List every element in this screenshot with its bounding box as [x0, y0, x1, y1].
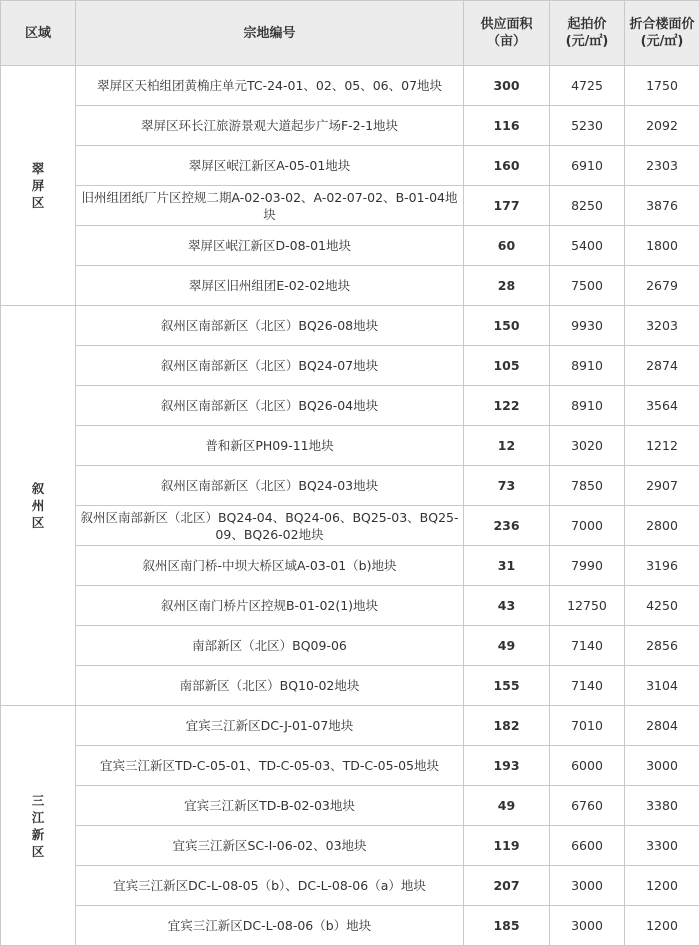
- parcel-id-cell: 南部新区（北区）BQ09-06: [76, 626, 464, 666]
- floor-price-cell: 3300: [625, 826, 699, 866]
- supply-area-cell: 119: [464, 826, 550, 866]
- start-price-cell: 5230: [550, 106, 625, 146]
- floor-price-cell: 2092: [625, 106, 699, 146]
- table-row: [1, 706, 699, 746]
- table-row: [1, 506, 699, 546]
- table-row: [1, 426, 699, 466]
- floor-price-cell: 3104: [625, 666, 699, 706]
- floor-price-cell: 4250: [625, 586, 699, 626]
- start-price-cell: 7000: [550, 506, 625, 546]
- floor-price-cell: 2907: [625, 466, 699, 506]
- floor-price-cell: 3564: [625, 386, 699, 426]
- supply-area-cell: 122: [464, 386, 550, 426]
- region-name-char: 区: [1, 194, 75, 211]
- supply-area-cell: 300: [464, 66, 550, 106]
- region-name-char: 叙: [1, 480, 75, 497]
- header-area: [464, 1, 550, 66]
- header-region: 区域: [1, 1, 76, 66]
- start-price-cell: 9930: [550, 306, 625, 346]
- header-floor-line2: (元/㎡): [625, 33, 699, 50]
- table-row: [1, 226, 699, 266]
- supply-area-cell: 150: [464, 306, 550, 346]
- region-name-char: 翠: [1, 160, 75, 177]
- parcel-id-cell: 宜宾三江新区DC-L-08-06（b）地块: [76, 906, 464, 946]
- start-price-cell: 8910: [550, 386, 625, 426]
- parcel-id-cell: 叙州区南部新区（北区）BQ24-04、BQ24-06、BQ25-03、BQ25-09、BQ26-02地块: [76, 506, 464, 546]
- start-price-cell: 4725: [550, 66, 625, 106]
- region-name-char: 新: [1, 826, 75, 843]
- parcel-id-cell: 翠屏区旧州组团E-02-02地块: [76, 266, 464, 306]
- region-cell: [1, 66, 76, 306]
- start-price-cell: 6600: [550, 826, 625, 866]
- start-price-cell: 7990: [550, 546, 625, 586]
- header-area-line1: 供应面积: [464, 16, 549, 33]
- supply-area-cell: 160: [464, 146, 550, 186]
- parcel-id-cell: 叙州区南部新区（北区）BQ26-08地块: [76, 306, 464, 346]
- start-price-cell: 7140: [550, 626, 625, 666]
- table-row: [1, 306, 699, 346]
- region-cell: [1, 706, 76, 946]
- table-row: [1, 346, 699, 386]
- region-name-char: 区: [1, 843, 75, 860]
- table-row: [1, 466, 699, 506]
- table-row: [1, 786, 699, 826]
- parcel-id-cell: 叙州区南部新区（北区）BQ26-04地块: [76, 386, 464, 426]
- supply-area-cell: 236: [464, 506, 550, 546]
- floor-price-cell: 3380: [625, 786, 699, 826]
- supply-area-cell: 177: [464, 186, 550, 226]
- start-price-cell: 8910: [550, 346, 625, 386]
- supply-area-cell: 60: [464, 226, 550, 266]
- supply-area-cell: 182: [464, 706, 550, 746]
- header-floor-line1: 折合楼面价: [625, 16, 699, 33]
- parcel-id-cell: 宜宾三江新区TD-B-02-03地块: [76, 786, 464, 826]
- start-price-cell: 3000: [550, 906, 625, 946]
- region-cell: [1, 306, 76, 706]
- supply-area-cell: 185: [464, 906, 550, 946]
- region-name-char: 区: [1, 514, 75, 531]
- table-row: [1, 266, 699, 306]
- table-row: [1, 746, 699, 786]
- floor-price-cell: 2874: [625, 346, 699, 386]
- floor-price-cell: 1800: [625, 226, 699, 266]
- supply-area-cell: 43: [464, 586, 550, 626]
- region-name-char: 三: [1, 792, 75, 809]
- header-row: [1, 1, 699, 66]
- table-row: [1, 586, 699, 626]
- floor-price-cell: 2804: [625, 706, 699, 746]
- parcel-id-cell: 旧州组团纸厂片区控规二期A-02-03-02、A-02-07-02、B-01-04地块: [76, 186, 464, 226]
- supply-area-cell: 105: [464, 346, 550, 386]
- header-start-price: [550, 1, 625, 66]
- floor-price-cell: 1750: [625, 66, 699, 106]
- supply-area-cell: 193: [464, 746, 550, 786]
- floor-price-cell: 2679: [625, 266, 699, 306]
- parcel-id-cell: 翠屏区岷江新区D-08-01地块: [76, 226, 464, 266]
- parcel-id-cell: 翠屏区岷江新区A-05-01地块: [76, 146, 464, 186]
- parcel-id-cell: 宜宾三江新区DC-L-08-05（b）、DC-L-08-06（a）地块: [76, 866, 464, 906]
- parcel-id-cell: 叙州区南部新区（北区）BQ24-03地块: [76, 466, 464, 506]
- table-row: [1, 826, 699, 866]
- parcel-id-cell: 叙州区南部新区（北区）BQ24-07地块: [76, 346, 464, 386]
- supply-area-cell: 12: [464, 426, 550, 466]
- table-row: [1, 626, 699, 666]
- parcel-id-cell: 宜宾三江新区SC-I-06-02、03地块: [76, 826, 464, 866]
- parcel-id-cell: 翠屏区天柏组团黄桷庄单元TC-24-01、02、05、06、07地块: [76, 66, 464, 106]
- region-name-char: 州: [1, 497, 75, 514]
- floor-price-cell: 3000: [625, 746, 699, 786]
- floor-price-cell: 1200: [625, 906, 699, 946]
- supply-area-cell: 49: [464, 786, 550, 826]
- start-price-cell: 3000: [550, 866, 625, 906]
- supply-area-cell: 49: [464, 626, 550, 666]
- start-price-cell: 12750: [550, 586, 625, 626]
- header-start-line2: (元/㎡): [550, 33, 624, 50]
- floor-price-cell: 1200: [625, 866, 699, 906]
- start-price-cell: 6760: [550, 786, 625, 826]
- parcel-id-cell: 宜宾三江新区DC-J-01-07地块: [76, 706, 464, 746]
- start-price-cell: 7500: [550, 266, 625, 306]
- table-row: [1, 66, 699, 106]
- floor-price-cell: 2800: [625, 506, 699, 546]
- floor-price-cell: 3196: [625, 546, 699, 586]
- start-price-cell: 8250: [550, 186, 625, 226]
- table-row: [1, 546, 699, 586]
- header-parcel: 宗地编号: [76, 1, 464, 66]
- supply-area-cell: 73: [464, 466, 550, 506]
- parcel-id-cell: 南部新区（北区）BQ10-02地块: [76, 666, 464, 706]
- header-floor-price: [625, 1, 699, 66]
- floor-price-cell: 1212: [625, 426, 699, 466]
- start-price-cell: 7850: [550, 466, 625, 506]
- floor-price-cell: 2303: [625, 146, 699, 186]
- start-price-cell: 6000: [550, 746, 625, 786]
- floor-price-cell: 3876: [625, 186, 699, 226]
- floor-price-cell: 2856: [625, 626, 699, 666]
- table-row: [1, 666, 699, 706]
- parcel-id-cell: 叙州区南门桥片区控规B-01-02(1)地块: [76, 586, 464, 626]
- supply-area-cell: 155: [464, 666, 550, 706]
- table-row: [1, 146, 699, 186]
- supply-area-cell: 31: [464, 546, 550, 586]
- header-start-line1: 起拍价: [550, 16, 624, 33]
- table-row: [1, 906, 699, 946]
- supply-area-cell: 28: [464, 266, 550, 306]
- supply-area-cell: 116: [464, 106, 550, 146]
- table-row: [1, 866, 699, 906]
- parcel-id-cell: 普和新区PH09-11地块: [76, 426, 464, 466]
- supply-area-cell: 207: [464, 866, 550, 906]
- region-name-char: 屏: [1, 177, 75, 194]
- header-area-line2: （亩）: [464, 33, 549, 50]
- table-body: [1, 66, 699, 946]
- table-row: [1, 106, 699, 146]
- region-name-char: 江: [1, 809, 75, 826]
- start-price-cell: 7010: [550, 706, 625, 746]
- parcel-id-cell: 宜宾三江新区TD-C-05-01、TD-C-05-03、TD-C-05-05地块: [76, 746, 464, 786]
- start-price-cell: 5400: [550, 226, 625, 266]
- table-row: [1, 186, 699, 226]
- floor-price-cell: 3203: [625, 306, 699, 346]
- parcel-id-cell: 翠屏区环长江旅游景观大道起步广场F-2-1地块: [76, 106, 464, 146]
- parcel-id-cell: 叙州区南门桥-中坝大桥区域A-03-01（b)地块: [76, 546, 464, 586]
- table-row: [1, 386, 699, 426]
- start-price-cell: 3020: [550, 426, 625, 466]
- start-price-cell: 6910: [550, 146, 625, 186]
- start-price-cell: 7140: [550, 666, 625, 706]
